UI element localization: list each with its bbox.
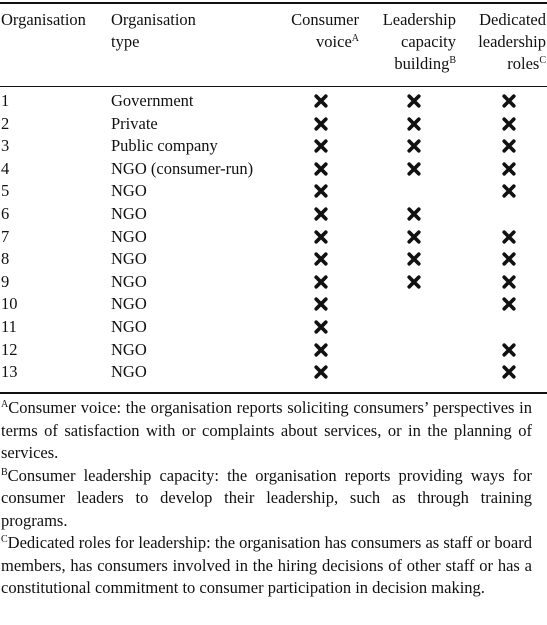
table-row [0, 158, 547, 181]
footnote-c-marker: C [1, 534, 8, 545]
table-row [0, 135, 547, 158]
organisation-type: Public company [111, 136, 218, 156]
leadership-capacity-cross-icon [407, 252, 421, 266]
header-organisation [1, 9, 86, 31]
table-bottom-rule [0, 392, 547, 394]
table-row [0, 271, 547, 294]
leadership-capacity-cross-icon [407, 162, 421, 176]
header-dedicated-line2: leadership [478, 32, 546, 51]
consumer-voice-cross-icon [314, 184, 328, 198]
header-leadership-line3 [383, 53, 456, 75]
organisation-number: 3 [1, 136, 10, 156]
organisation-type: NGO [111, 362, 147, 382]
table-row [0, 203, 547, 226]
footnote-c [1, 532, 532, 600]
table-row [0, 316, 547, 339]
footnote-b [1, 465, 532, 533]
table-row [0, 361, 547, 384]
table-row [0, 113, 547, 136]
footnote-a-text: Consumer voice: the organisation reports soliciting consumers’ perspectives in terms of satisfaction with or complaints about services, or in the planning of services. [1, 398, 532, 462]
organisation-type: Government [111, 91, 194, 110]
organisation-number: 12 [1, 339, 18, 359]
header-consumer-voice-sup: A [351, 33, 359, 44]
header-consumer-voice-line2 [291, 31, 359, 53]
header-consumer-voice-word: voice [316, 32, 352, 51]
leadership-capacity-cross-icon [407, 230, 421, 244]
table-row [0, 226, 547, 249]
organisation-type: NGO [111, 271, 147, 291]
header-organisation-text: Organisation [1, 10, 86, 29]
leadership-capacity-cross-icon [407, 94, 421, 108]
consumer-voice-cross-icon [314, 365, 328, 379]
dedicated-roles-cross-icon [502, 117, 516, 131]
header-dedicated-line3 [478, 53, 546, 75]
organisation-type: NGO [111, 181, 147, 201]
organisation-number: 9 [1, 271, 10, 291]
consumer-voice-cross-icon [314, 230, 328, 244]
organisation-number: 13 [1, 362, 18, 382]
consumer-voice-cross-icon [314, 94, 328, 108]
organisation-number: 5 [1, 181, 10, 201]
header-organisation-type [111, 9, 196, 53]
organisation-number: 8 [1, 249, 10, 269]
organisation-type: NGO [111, 317, 147, 336]
dedicated-roles-cross-icon [502, 184, 516, 198]
dedicated-roles-cross-icon [502, 230, 516, 244]
footnote-b-text: Consumer leadership capacity: the organisation reports providing ways for consumer leaders to develop their leadership, such as through training programs. [1, 465, 532, 530]
consumer-voice-cross-icon [314, 117, 328, 131]
consumer-voice-cross-icon [314, 343, 328, 357]
footnote-c-text: Dedicated roles for leadership: the organisation has consumers as staff or board members, has consumers involved in the hiring decisions of other staff or has a constitutional commitment to consumer participation in decision making. [1, 533, 532, 597]
header-leadership-word: building [394, 54, 450, 73]
dedicated-roles-cross-icon [502, 252, 516, 266]
dedicated-roles-cross-icon [502, 275, 516, 289]
dedicated-roles-cross-icon [502, 365, 516, 379]
organisation-number: 2 [1, 113, 10, 133]
organisation-number: 6 [1, 204, 10, 223]
consumer-voice-cross-icon [314, 207, 328, 221]
table-header-rule [0, 86, 547, 87]
organisation-type: Private [111, 113, 158, 133]
header-consumer-voice-line1: Consumer [291, 10, 359, 29]
leadership-capacity-cross-icon [407, 275, 421, 289]
table-row [0, 90, 547, 113]
table-row [0, 248, 547, 271]
leadership-capacity-cross-icon [407, 207, 421, 221]
dedicated-roles-cross-icon [502, 162, 516, 176]
consumer-voice-cross-icon [314, 275, 328, 289]
header-dedicated-word: roles [507, 54, 540, 73]
header-dedicated-sup: C [539, 55, 546, 66]
organisation-type: NGO (consumer-run) [111, 158, 254, 178]
footnotes [1, 397, 532, 600]
header-leadership-line2: capacity [401, 32, 456, 51]
consumer-voice-cross-icon [314, 320, 328, 334]
organisation-type: NGO [111, 204, 147, 223]
table-row [0, 339, 547, 362]
dedicated-roles-cross-icon [502, 343, 516, 357]
header-leadership-sup: B [449, 55, 456, 66]
header-dedicated-line1: Dedicated [479, 10, 546, 29]
table-top-rule [0, 2, 547, 4]
footnote-a [1, 397, 532, 465]
header-organisation-type-line2: type [111, 32, 140, 51]
consumer-voice-cross-icon [314, 252, 328, 266]
consumer-voice-cross-icon [314, 139, 328, 153]
footnote-b-marker: B [1, 466, 8, 478]
header-organisation-type-line1: Organisation [111, 10, 196, 29]
organisation-number: 4 [1, 158, 10, 178]
dedicated-roles-cross-icon [502, 94, 516, 108]
organisation-number: 1 [1, 91, 10, 110]
organisation-number: 11 [1, 317, 17, 336]
leadership-capacity-cross-icon [407, 139, 421, 153]
organisation-type: NGO [111, 294, 147, 314]
organisation-type: NGO [111, 249, 147, 269]
organisation-number: 7 [1, 226, 10, 246]
header-dedicated-roles [478, 9, 546, 75]
organisation-type: NGO [111, 339, 147, 359]
header-leadership-line1: Leadership [382, 10, 456, 29]
organisation-number: 10 [1, 294, 18, 314]
leadership-capacity-cross-icon [407, 117, 421, 131]
consumer-voice-cross-icon [314, 297, 328, 311]
organisation-type: NGO [111, 226, 147, 246]
table-row [0, 293, 547, 316]
dedicated-roles-cross-icon [502, 139, 516, 153]
header-consumer-voice [291, 9, 359, 53]
footnote-a-marker: A [1, 399, 9, 410]
consumer-voice-cross-icon [314, 162, 328, 176]
header-leadership-capacity [383, 9, 456, 75]
table-row [0, 180, 547, 203]
dedicated-roles-cross-icon [502, 297, 516, 311]
